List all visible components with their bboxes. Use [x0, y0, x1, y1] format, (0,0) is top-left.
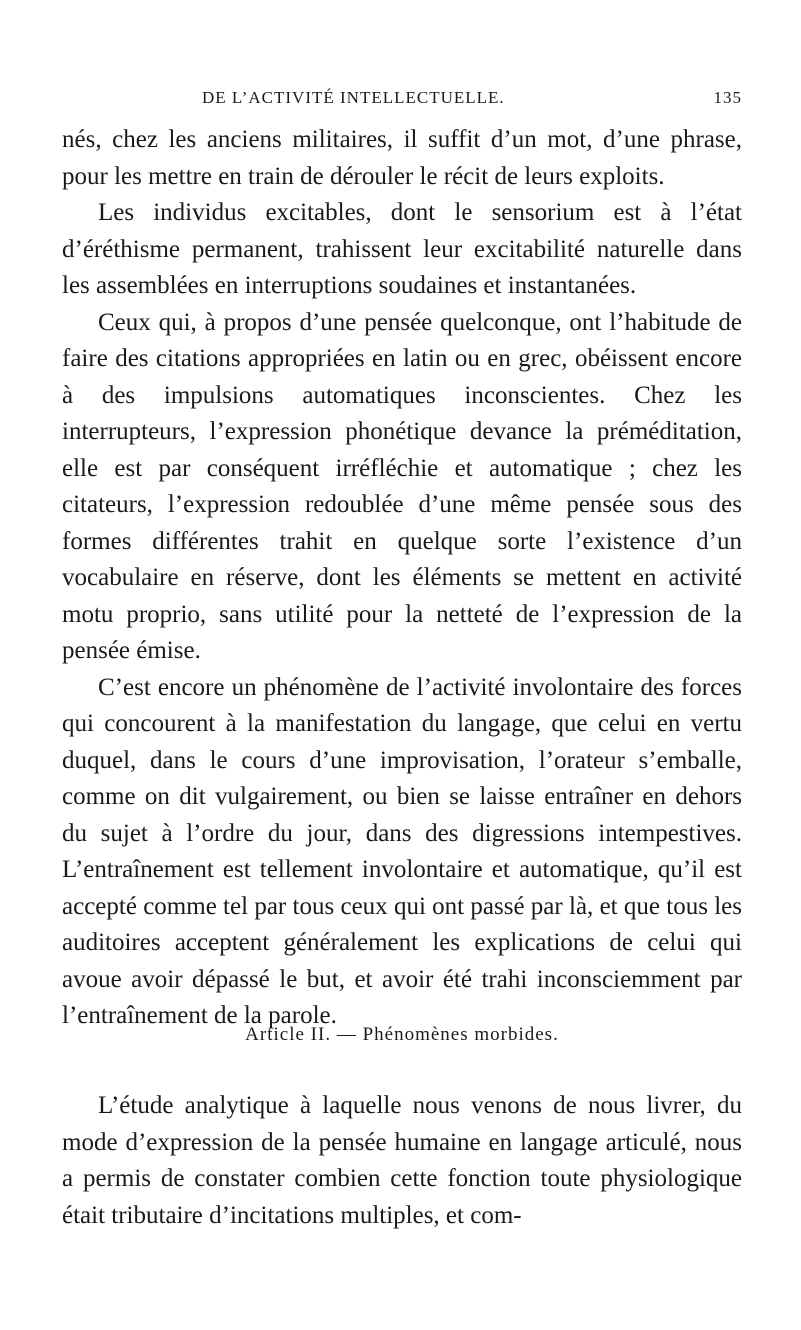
paragraph-3: Ceux qui, à propos d’une pensée quelconque, ont l’habitude de faire des citations appropriées en latin ou en grec, obéissent encore à des impulsions automatiques inconscientes. Chez les interrupteurs, l’expression phonétique devance la préméditation, elle est par conséquent irréfléchie et automatique ; chez les citateurs, l’expression redoublée d’une même pensée sous des formes différentes trahit en quelque sorte l’existence d’un vocabulaire en réserve, dont les éléments se mettent en activité motu proprio, sans utilité pour la netteté de l’expression de la pensée émise.: [62, 308, 742, 664]
main-text: [62, 122, 742, 1035]
paragraph-5: L’étude analytique à laquelle nous venons de nous livrer, du mode d’expression de la pensée humaine en langage articulé, nous a permis de constater combien cette fonction toute physiologique était tributaire d’incitations multiples, et com-: [62, 1092, 742, 1229]
running-title: DE L’ACTIVITÉ INTELLECTUELLE.: [202, 88, 505, 107]
paragraph-2: Les individus excitables, dont le sensorium est à l’état d’éréthisme permanent, trahissent leur excitabilité naturelle dans les assemblées en interruptions soudaines et instantanées.: [62, 199, 742, 299]
page-number: 135: [713, 88, 742, 107]
running-head: [62, 88, 742, 112]
paragraph-1: nés, chez les anciens militaires, il suffit d’un mot, d’une phrase, pour les mettre en train de dérouler le récit de leurs exploits.: [62, 126, 742, 190]
section-text: [62, 1088, 742, 1234]
section-heading: Article II. — Phénomènes morbides.: [245, 1024, 559, 1045]
paragraph-4: C’est encore un phénomène de l’activité involontaire des forces qui concourent à la manifestation du langage, que celui en vertu duquel, dans le cours d’une improvisation, l’orateur s’emballe, comme on dit vulgairement, ou bien se laisse entraîner en dehors du sujet à l’ordre du jour, dans des digressions intempestives. L’entraînement est tellement involontaire et automatique, qu’il est accepté comme tel par tous ceux qui ont passé par là, et que tous les auditoires acceptent généralement les explications de celui qui avoue avoir dépassé le but, et avoir été trahi inconsciemment par l’entraînement de la parole.: [62, 673, 742, 1029]
